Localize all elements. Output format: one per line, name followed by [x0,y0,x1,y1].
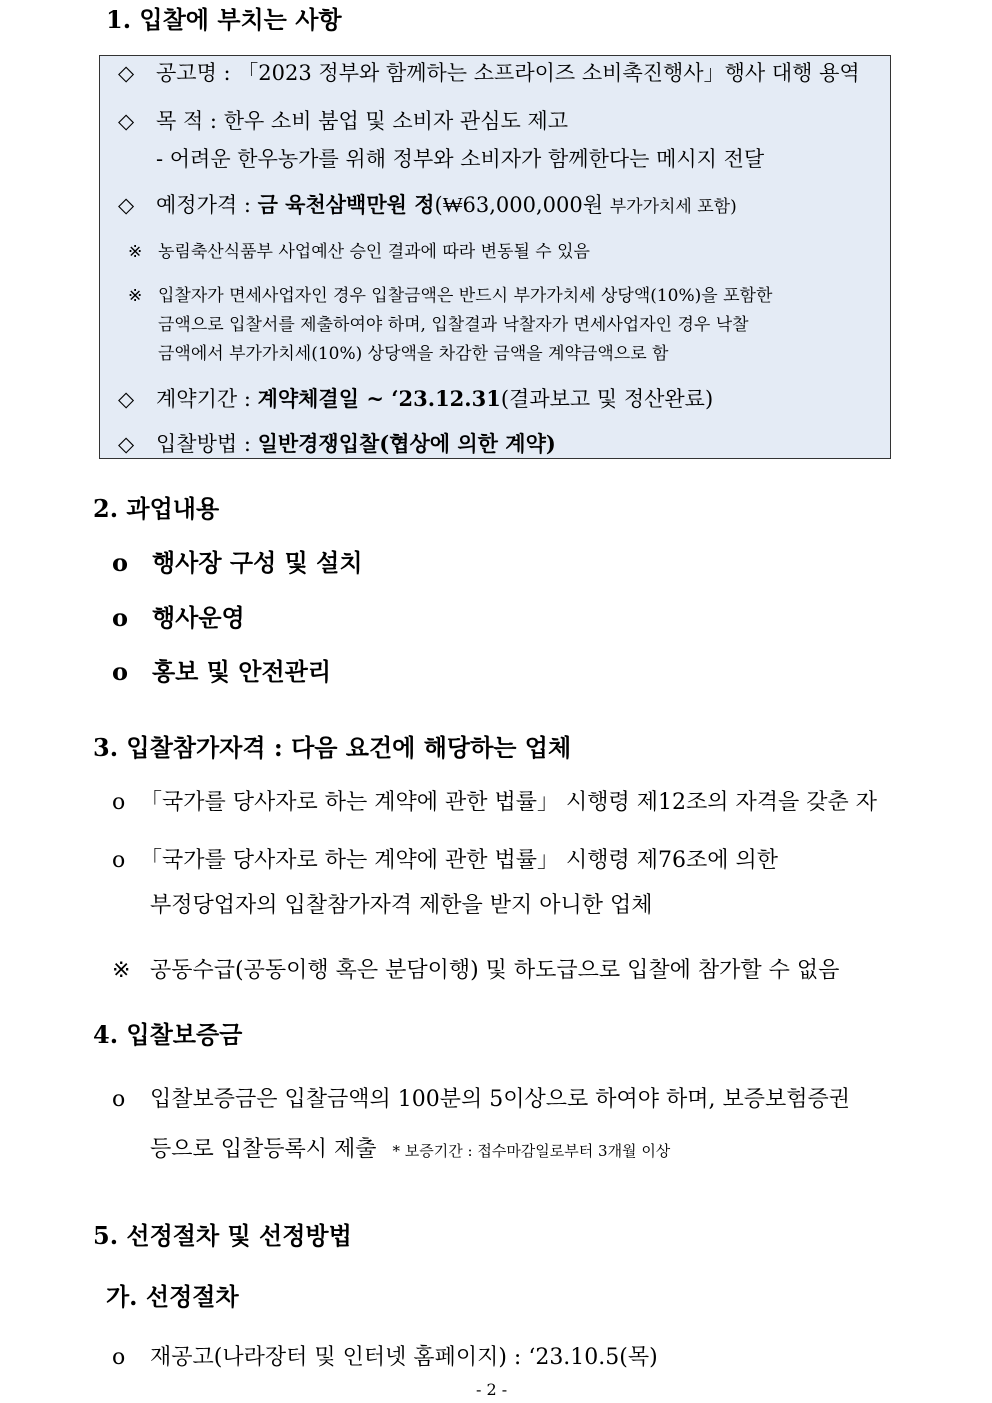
section-2-heading: 2. 과업내용 [93,494,220,523]
period-bold: 계약체결일 ~ ‘23.12.31 [257,386,501,411]
section-5-heading: 5. 선정절차 및 선정방법 [93,1221,352,1250]
purpose-label: 목 적 : [156,109,224,133]
reference-mark-icon: ※ [112,958,131,983]
diamond-icon: ◇ [118,61,135,85]
period-row [118,383,713,413]
tax-note-line-1: ※ 입찰자가 면세사업자인 경우 입찰금액은 반드시 부가가치세 상당액(10%)을 포함한 [128,286,773,306]
bullet-icon: o [112,603,129,632]
bullet-icon: o [112,848,126,873]
period-label: 계약기간 : [156,387,258,411]
notice-label: 공고명 : [156,61,238,85]
qualification-item: o 「국가를 당사자로 하는 계약에 관한 법률」 시행령 제12조의 자격을 갖춘 자 [112,790,877,815]
method-label: 입찰방법 : [156,432,258,456]
bullet-icon: o [112,657,129,686]
bullet-icon: o [112,548,129,577]
purpose-sub: - 어려운 한우농가를 위해 정부와 소비자가 함께한다는 메시지 전달 [156,147,765,171]
notice-row [118,57,860,87]
budget-note: ※ 농림축산식품부 사업예산 승인 결과에 따라 변동될 수 있음 [128,242,590,262]
qualification-item: o 「국가를 당사자로 하는 계약에 관한 법률」 시행령 제76조에 의한 [112,848,778,873]
subsection-heading: 가. 선정절차 [106,1282,239,1311]
deposit-item-cont: 등으로 입찰등록시 제출 * 보증기간 : 접수마감일로부터 3개월 이상 [150,1137,671,1162]
reference-mark-icon: ※ [128,286,143,306]
diamond-icon: ◇ [118,109,135,133]
diamond-icon: ◇ [118,432,135,456]
purpose-value: 한우 소비 붐업 및 소비자 관심도 제고 [223,109,569,133]
bullet-icon: o [112,1345,126,1370]
deposit-item: o 입찰보증금은 입찰금액의 100분의 5이상으로 하여야 하며, 보증보험증권 [112,1087,850,1112]
section-1-heading: 1. 입찰에 부치는 사항 [106,5,342,34]
diamond-icon: ◇ [118,387,135,411]
section-4-heading: 4. 입찰보증금 [93,1020,243,1049]
price-amount: (₩63,000,000원 [434,193,610,217]
period-tail: (결과보고 및 정산완료) [500,387,714,411]
procedure-item: o 재공고(나라장터 및 인터넷 홈페이지) : ‘23.10.5(목) [112,1345,658,1370]
price-bold: 금 육천삼백만원 정 [257,192,435,217]
bullet-icon: o [112,790,126,815]
method-row [118,428,556,458]
bullet-icon: o [112,1087,126,1112]
section-3-heading: 3. 입찰참가자격 : 다음 요건에 해당하는 업체 [93,733,572,762]
task-item: o 홍보 및 안전관리 [112,657,331,686]
notice-value: 「2023 정부와 함께하는 소프라이즈 소비촉진행사」행사 대행 용역 [237,61,860,85]
price-tail: 부가가치세 포함) [609,197,737,217]
price-row [118,189,737,219]
price-label: 예정가격 : [156,193,258,217]
task-item: o 행사장 구성 및 설치 [112,548,363,577]
guarantee-note: * 보증기간 : 접수마감일로부터 3개월 이상 [392,1142,671,1160]
purpose-row [118,105,568,135]
joint-bid-note: ※ 공동수급(공동이행 혹은 분담이행) 및 하도급으로 입찰에 참가할 수 없음 [112,958,840,983]
method-value: 일반경쟁입찰(협상에 의한 계약) [257,431,556,456]
task-item: o 행사운영 [112,603,245,632]
tax-note-line-2: 금액으로 입찰서를 제출하여야 하며, 입찰결과 낙찰자가 면세사업자인 경우 낙찰 [158,315,749,335]
bid-info-box [99,55,891,459]
diamond-icon: ◇ [118,193,135,217]
tax-note-line-3: 금액에서 부가가치세(10%) 상당액을 차감한 금액을 계약금액으로 함 [158,344,669,364]
qualification-item-cont: 부정당업자의 입찰참가자격 제한을 받지 아니한 업체 [150,893,653,918]
page-number: - 2 - [476,1380,508,1399]
reference-mark-icon: ※ [128,242,143,262]
